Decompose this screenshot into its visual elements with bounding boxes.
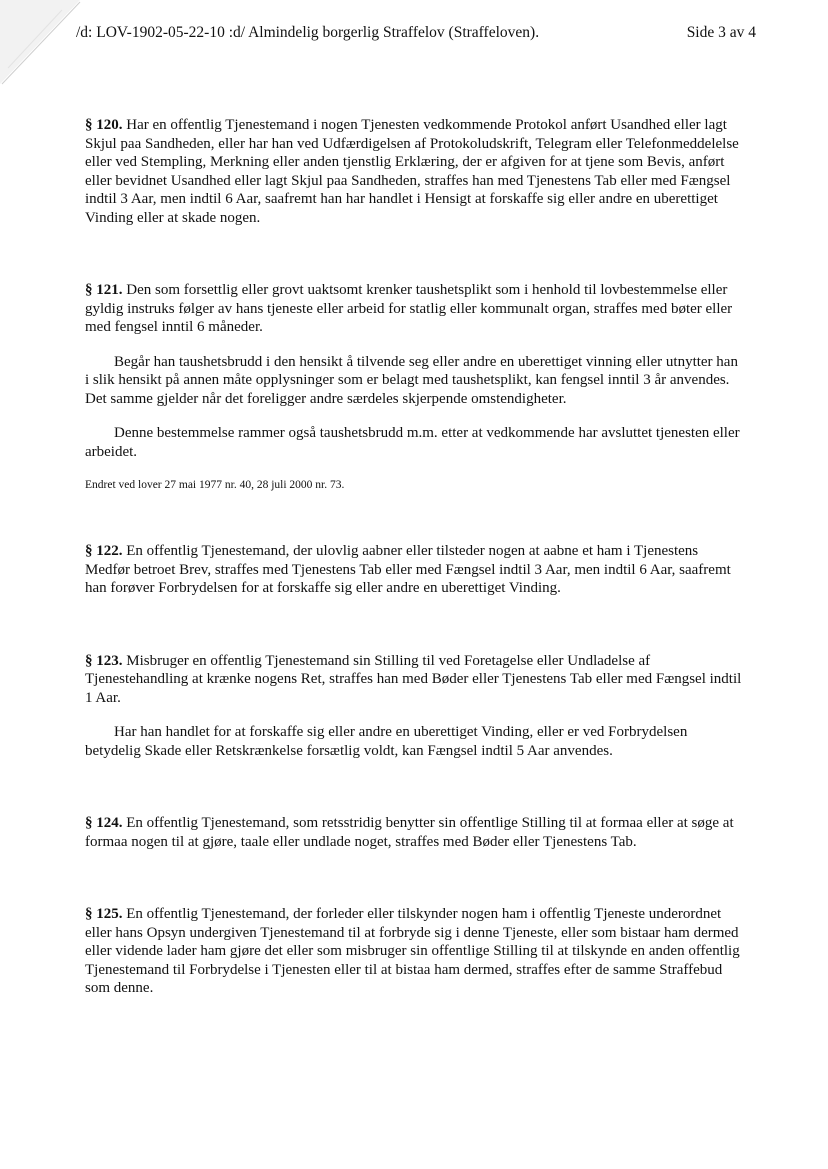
- section-122: [85, 542, 745, 598]
- section-125: [85, 905, 745, 998]
- section-number: § 124.: [85, 815, 123, 831]
- section-number: § 125.: [85, 906, 123, 922]
- section-paragraph: [85, 814, 745, 851]
- section-number: § 123.: [85, 652, 123, 669]
- section-text: En offentlig Tjenestemand, der ulovlig aabner eller tilsteder nogen at aabne et ham i Tjenestens Medfør betroet Brev, straffes med Tjenestens Tab eller med Fængsel indtil 3 Aar, men indtil 6 Aar, saafremt han forøver Forbrydelsen for at forskaffe sig eller andre en uberettiget Vinding.: [85, 543, 731, 596]
- section-124: [85, 814, 745, 851]
- section-paragraph: [85, 116, 745, 227]
- section-paragraph: Har han handlet for at forskaffe sig eller andre en uberettiget Vinding, eller er ved Forbrydelsen betydelig Skade eller Retskrænkelse forsætlig voldt, kan Fængsel indtil 5 Aar anvendes.: [85, 724, 688, 759]
- section-paragraph: [85, 281, 745, 337]
- section-text: Den som forsettlig eller grovt uaktsomt krenker taushetsplikt som i henhold til lovbestemmelse eller gyldig instruks følger av hans tjeneste eller arbeid for statlig eller kommunalt organ, straffes med bøter eller med fengsel inntil 6 måneder.: [85, 282, 733, 335]
- section-paragraph: [85, 652, 745, 708]
- section-paragraph: [85, 905, 745, 998]
- section-text: Misbruger en offentlig Tjenestemand sin Stilling til ved Foretagelse eller Undladelse af Tjenestehandling at krænke nogens Ret, straffes han med Bøder eller Tjenestens Tab eller med Fængsel indtil 1 Aar.: [85, 652, 742, 706]
- section-120: [85, 116, 745, 227]
- section-number: § 122.: [85, 543, 123, 559]
- document-title: /d: LOV-1902-05-22-10 :d/ Almindelig borgerlig Straffelov (Straffeloven).: [76, 24, 540, 41]
- section-text: En offentlig Tjenestemand, der forleder eller tilskynder nogen ham i offentlig Tjeneste underordnet eller hans Opsyn undergiven Tjenestemand til at forbryde sig i denne Tjeneste, eller som bistaar ham dermed eller vidende lader ham gjøre det eller som misbruger sin offentlige Stilling til at tilskynde en anden offentlig Tjenestemand til Forbrydelse i Tjenesten eller til at bistaa ham dermed, straffes efter de samme Straffebud som denne.: [85, 906, 740, 996]
- section-paragraph: Begår han taushetsbrudd i den hensikt å tilvende seg eller andre en uberettiget vinning eller utnytter han i slik hensikt på annen måte opplysninger som er belagt med taushetsplikt, kan fengsel inntil 3 år anvendes. Det samme gjelder når det foreligger andre særdeles skjerpende omstendigheter.: [85, 353, 738, 407]
- document-body: [85, 116, 745, 998]
- section-paragraph: [85, 542, 745, 598]
- section-text: Har en offentlig Tjenestemand i nogen Tjenesten vedkommende Protokol anført Usandhed eller lagt Skjul paa Sandheden, eller har han ved Udfærdigelsen af Protokoludskrift, Telegram eller Telefonmeddelelse eller ved Stempling, Merkning eller anden tjenstlig Erklæring, der er afgiven for at tjene som Bevis, anført eller bevidnet Usandhed eller lagt Skjul paa Sandheden, straffes han med Tjenestens Tab eller med Fængsel indtil 3 Aar, men indtil 6 Aar, saafremt han har handlet i Hensigt at forskaffe sig eller andre en uberettiget Vinding eller at skade nogen.: [85, 117, 739, 226]
- section-number: § 121.: [85, 282, 123, 298]
- section-123: [85, 652, 745, 761]
- section-number: § 120.: [85, 117, 123, 133]
- section-121: [85, 281, 745, 492]
- page-number: Side 3 av 4: [686, 24, 756, 41]
- amendment-note: Endret ved lover 27 mai 1977 nr. 40, 28 juli 2000 nr. 73.: [85, 479, 345, 491]
- page-fold-mark: [0, 0, 82, 86]
- section-paragraph: Denne bestemmelse rammer også taushetsbrudd m.m. etter at vedkommende har avsluttet tjenesten eller arbeidet.: [85, 425, 740, 460]
- section-text: En offentlig Tjenestemand, som retsstridig benytter sin offentlige Stilling til at formaa eller at søge at formaa nogen til at gjøre, taale eller undlade noget, straffes med Bøder eller Tjenestens Tab.: [85, 815, 734, 850]
